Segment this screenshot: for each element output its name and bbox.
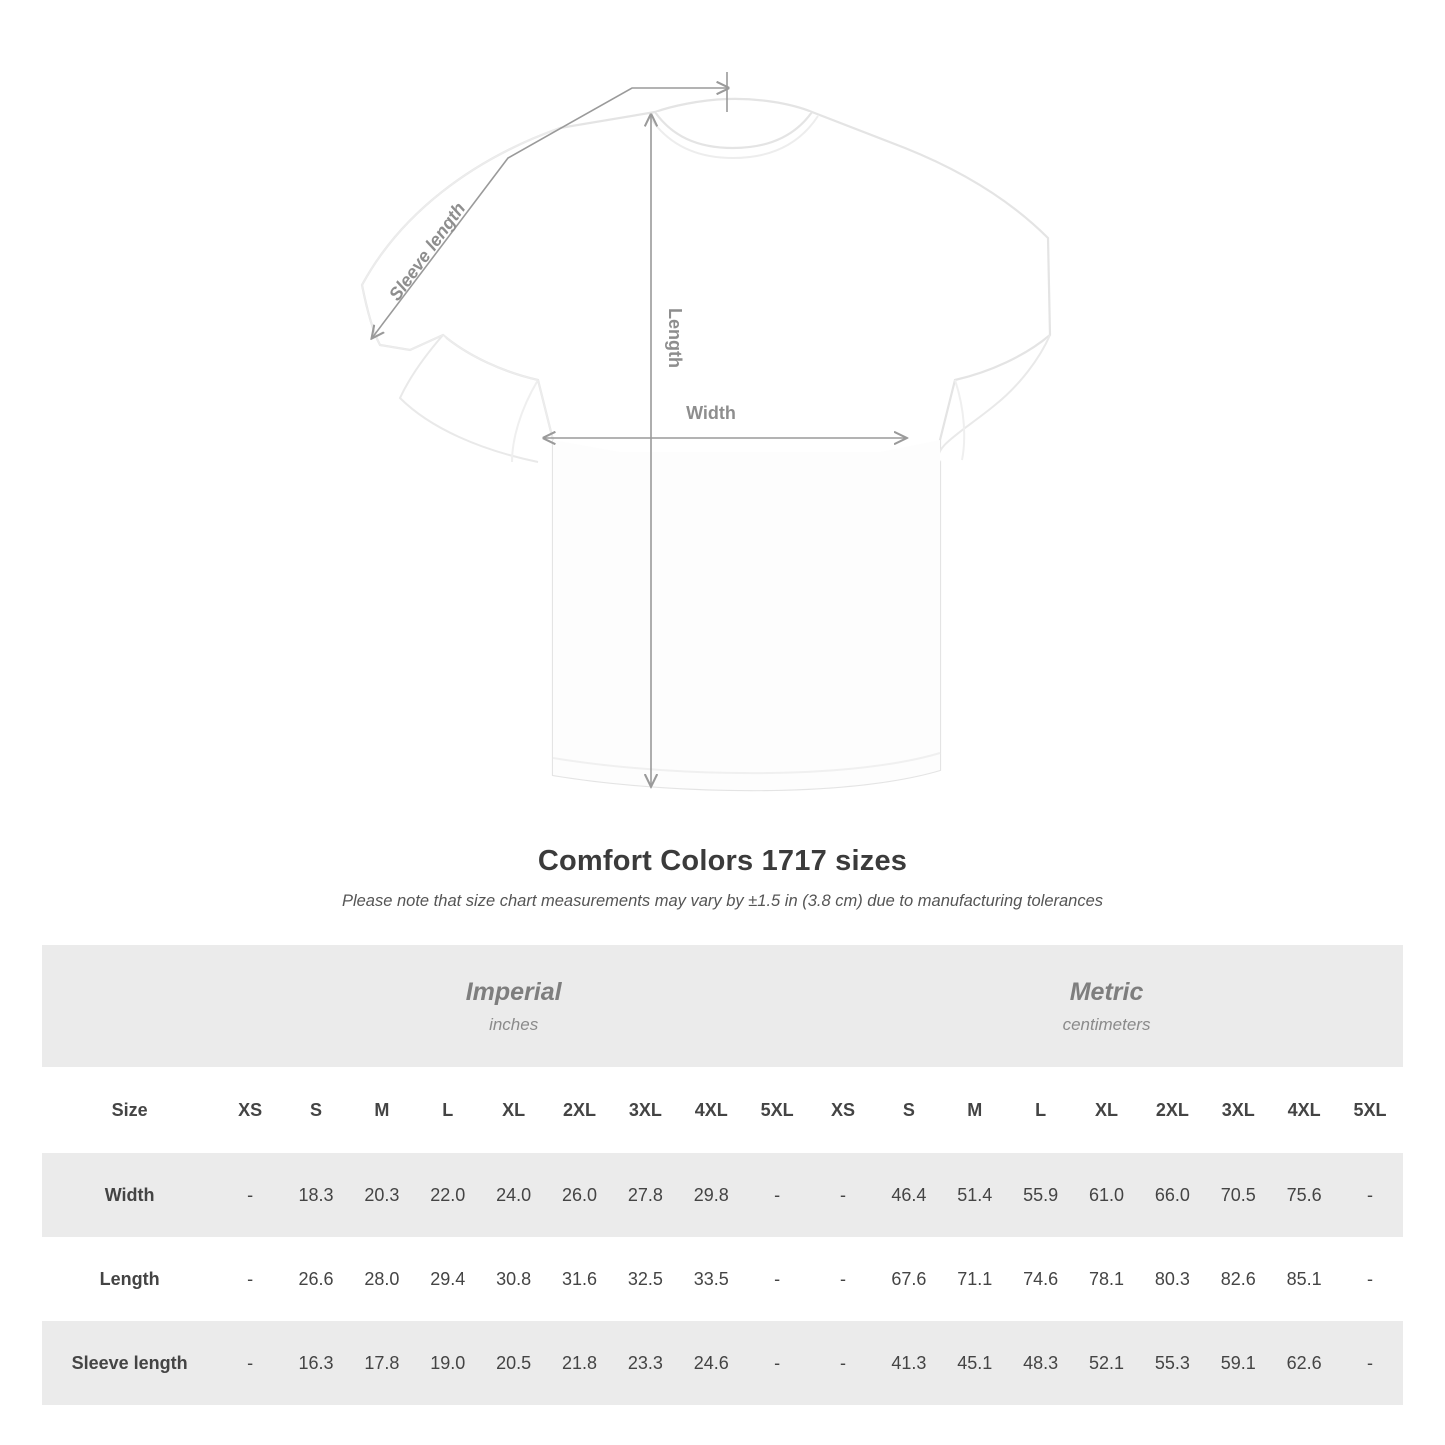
size-col-metric-l: L bbox=[1008, 1067, 1074, 1153]
sleeve-metric-s: 41.3 bbox=[876, 1321, 942, 1405]
length-imperial-m: 28.0 bbox=[349, 1237, 415, 1321]
length-imperial-5xl: - bbox=[744, 1237, 810, 1321]
size-col-imperial-xl: XL bbox=[481, 1067, 547, 1153]
width-metric-4xl: 75.6 bbox=[1271, 1153, 1337, 1237]
sleeve-imperial-m: 17.8 bbox=[349, 1321, 415, 1405]
width-metric-xs: - bbox=[810, 1153, 876, 1237]
sleeve-metric-2xl: 55.3 bbox=[1139, 1321, 1205, 1405]
size-col-metric-5xl: 5XL bbox=[1337, 1067, 1403, 1153]
sleeve-imperial-s: 16.3 bbox=[283, 1321, 349, 1405]
width-label: Width bbox=[686, 403, 736, 423]
unit-header-imperial bbox=[217, 945, 810, 1067]
page-title: Comfort Colors 1717 sizes bbox=[537, 845, 908, 877]
length-metric-xl: 78.1 bbox=[1074, 1237, 1140, 1321]
length-label: Length bbox=[665, 308, 685, 368]
length-imperial-xs: - bbox=[217, 1237, 283, 1321]
width-metric-2xl: 66.0 bbox=[1139, 1153, 1205, 1237]
length-metric-3xl: 82.6 bbox=[1205, 1237, 1271, 1321]
width-metric-5xl: - bbox=[1337, 1153, 1403, 1237]
width-metric-3xl: 70.5 bbox=[1205, 1153, 1271, 1237]
size-chart-table bbox=[42, 945, 1403, 1405]
size-col-metric-s: S bbox=[876, 1067, 942, 1153]
size-col-metric-xl: XL bbox=[1074, 1067, 1140, 1153]
size-col-metric-m: M bbox=[942, 1067, 1008, 1153]
sleeve-imperial-3xl: 23.3 bbox=[612, 1321, 678, 1405]
width-imperial-3xl: 27.8 bbox=[612, 1153, 678, 1237]
sleeve-imperial-4xl: 24.6 bbox=[678, 1321, 744, 1405]
length-imperial-l: 29.4 bbox=[415, 1237, 481, 1321]
length-metric-l: 74.6 bbox=[1008, 1237, 1074, 1321]
sleeve-metric-m: 45.1 bbox=[942, 1321, 1008, 1405]
width-imperial-xs: - bbox=[217, 1153, 283, 1237]
tshirt-shape bbox=[362, 99, 1050, 790]
size-col-metric-3xl: 3XL bbox=[1205, 1067, 1271, 1153]
row-label-width: Width bbox=[42, 1153, 217, 1237]
sleeve-imperial-l: 19.0 bbox=[415, 1321, 481, 1405]
sleeve-imperial-5xl: - bbox=[744, 1321, 810, 1405]
size-col-metric-xs: XS bbox=[810, 1067, 876, 1153]
sleeve-metric-3xl: 59.1 bbox=[1205, 1321, 1271, 1405]
size-col-imperial-xs: XS bbox=[217, 1067, 283, 1153]
title-block bbox=[0, 845, 1445, 911]
sleeve-metric-4xl: 62.6 bbox=[1271, 1321, 1337, 1405]
unit-header-row bbox=[42, 945, 1403, 1067]
sleeve-metric-l: 48.3 bbox=[1008, 1321, 1074, 1405]
table-row bbox=[42, 1153, 1403, 1237]
imperial-sub: inches bbox=[489, 1014, 539, 1034]
sleeve-metric-xl: 52.1 bbox=[1074, 1321, 1140, 1405]
length-imperial-4xl: 33.5 bbox=[678, 1237, 744, 1321]
size-col-imperial-l: L bbox=[415, 1067, 481, 1153]
size-col-metric-2xl: 2XL bbox=[1139, 1067, 1205, 1153]
sleeve-imperial-xs: - bbox=[217, 1321, 283, 1405]
size-col-metric-4xl: 4XL bbox=[1271, 1067, 1337, 1153]
metric-sub: centimeters bbox=[1062, 1014, 1151, 1034]
width-metric-s: 46.4 bbox=[876, 1153, 942, 1237]
width-imperial-xl: 24.0 bbox=[481, 1153, 547, 1237]
size-col-imperial-4xl: 4XL bbox=[678, 1067, 744, 1153]
width-imperial-s: 18.3 bbox=[283, 1153, 349, 1237]
length-metric-5xl: - bbox=[1337, 1237, 1403, 1321]
unit-header-metric bbox=[810, 945, 1403, 1067]
length-metric-4xl: 85.1 bbox=[1271, 1237, 1337, 1321]
unit-header-blank bbox=[42, 945, 217, 1067]
length-metric-xs: - bbox=[810, 1237, 876, 1321]
length-imperial-2xl: 31.6 bbox=[547, 1237, 613, 1321]
imperial-name: Imperial bbox=[465, 978, 562, 1007]
width-metric-l: 55.9 bbox=[1008, 1153, 1074, 1237]
size-header-row bbox=[42, 1067, 1403, 1153]
size-col-imperial-3xl: 3XL bbox=[612, 1067, 678, 1153]
length-imperial-xl: 30.8 bbox=[481, 1237, 547, 1321]
sleeve-imperial-xl: 20.5 bbox=[481, 1321, 547, 1405]
width-imperial-l: 22.0 bbox=[415, 1153, 481, 1237]
row-label-length: Length bbox=[42, 1237, 217, 1321]
width-imperial-4xl: 29.8 bbox=[678, 1153, 744, 1237]
table-row bbox=[42, 1237, 1403, 1321]
size-label: Size bbox=[42, 1067, 217, 1153]
size-col-imperial-2xl: 2XL bbox=[547, 1067, 613, 1153]
size-col-imperial-s: S bbox=[283, 1067, 349, 1153]
width-metric-m: 51.4 bbox=[942, 1153, 1008, 1237]
table-row bbox=[42, 1321, 1403, 1405]
length-imperial-3xl: 32.5 bbox=[612, 1237, 678, 1321]
size-col-imperial-m: M bbox=[349, 1067, 415, 1153]
sleeve-metric-xs: - bbox=[810, 1321, 876, 1405]
sleeve-metric-5xl: - bbox=[1337, 1321, 1403, 1405]
length-metric-m: 71.1 bbox=[942, 1237, 1008, 1321]
length-imperial-s: 26.6 bbox=[283, 1237, 349, 1321]
width-imperial-2xl: 26.0 bbox=[547, 1153, 613, 1237]
sleeve-imperial-2xl: 21.8 bbox=[547, 1321, 613, 1405]
width-imperial-5xl: - bbox=[744, 1153, 810, 1237]
width-metric-xl: 61.0 bbox=[1074, 1153, 1140, 1237]
length-metric-2xl: 80.3 bbox=[1139, 1237, 1205, 1321]
size-col-imperial-5xl: 5XL bbox=[744, 1067, 810, 1153]
row-label-sleeve-length: Sleeve length bbox=[42, 1321, 217, 1405]
length-metric-s: 67.6 bbox=[876, 1237, 942, 1321]
tolerance-note: Please note that size chart measurements may vary by ±1.5 in (3.8 cm) due to manufacturing tolerances bbox=[341, 892, 1104, 910]
width-imperial-m: 20.3 bbox=[349, 1153, 415, 1237]
sleeve-length-label: Sleeve length bbox=[384, 198, 470, 305]
metric-name: Metric bbox=[1069, 978, 1144, 1007]
